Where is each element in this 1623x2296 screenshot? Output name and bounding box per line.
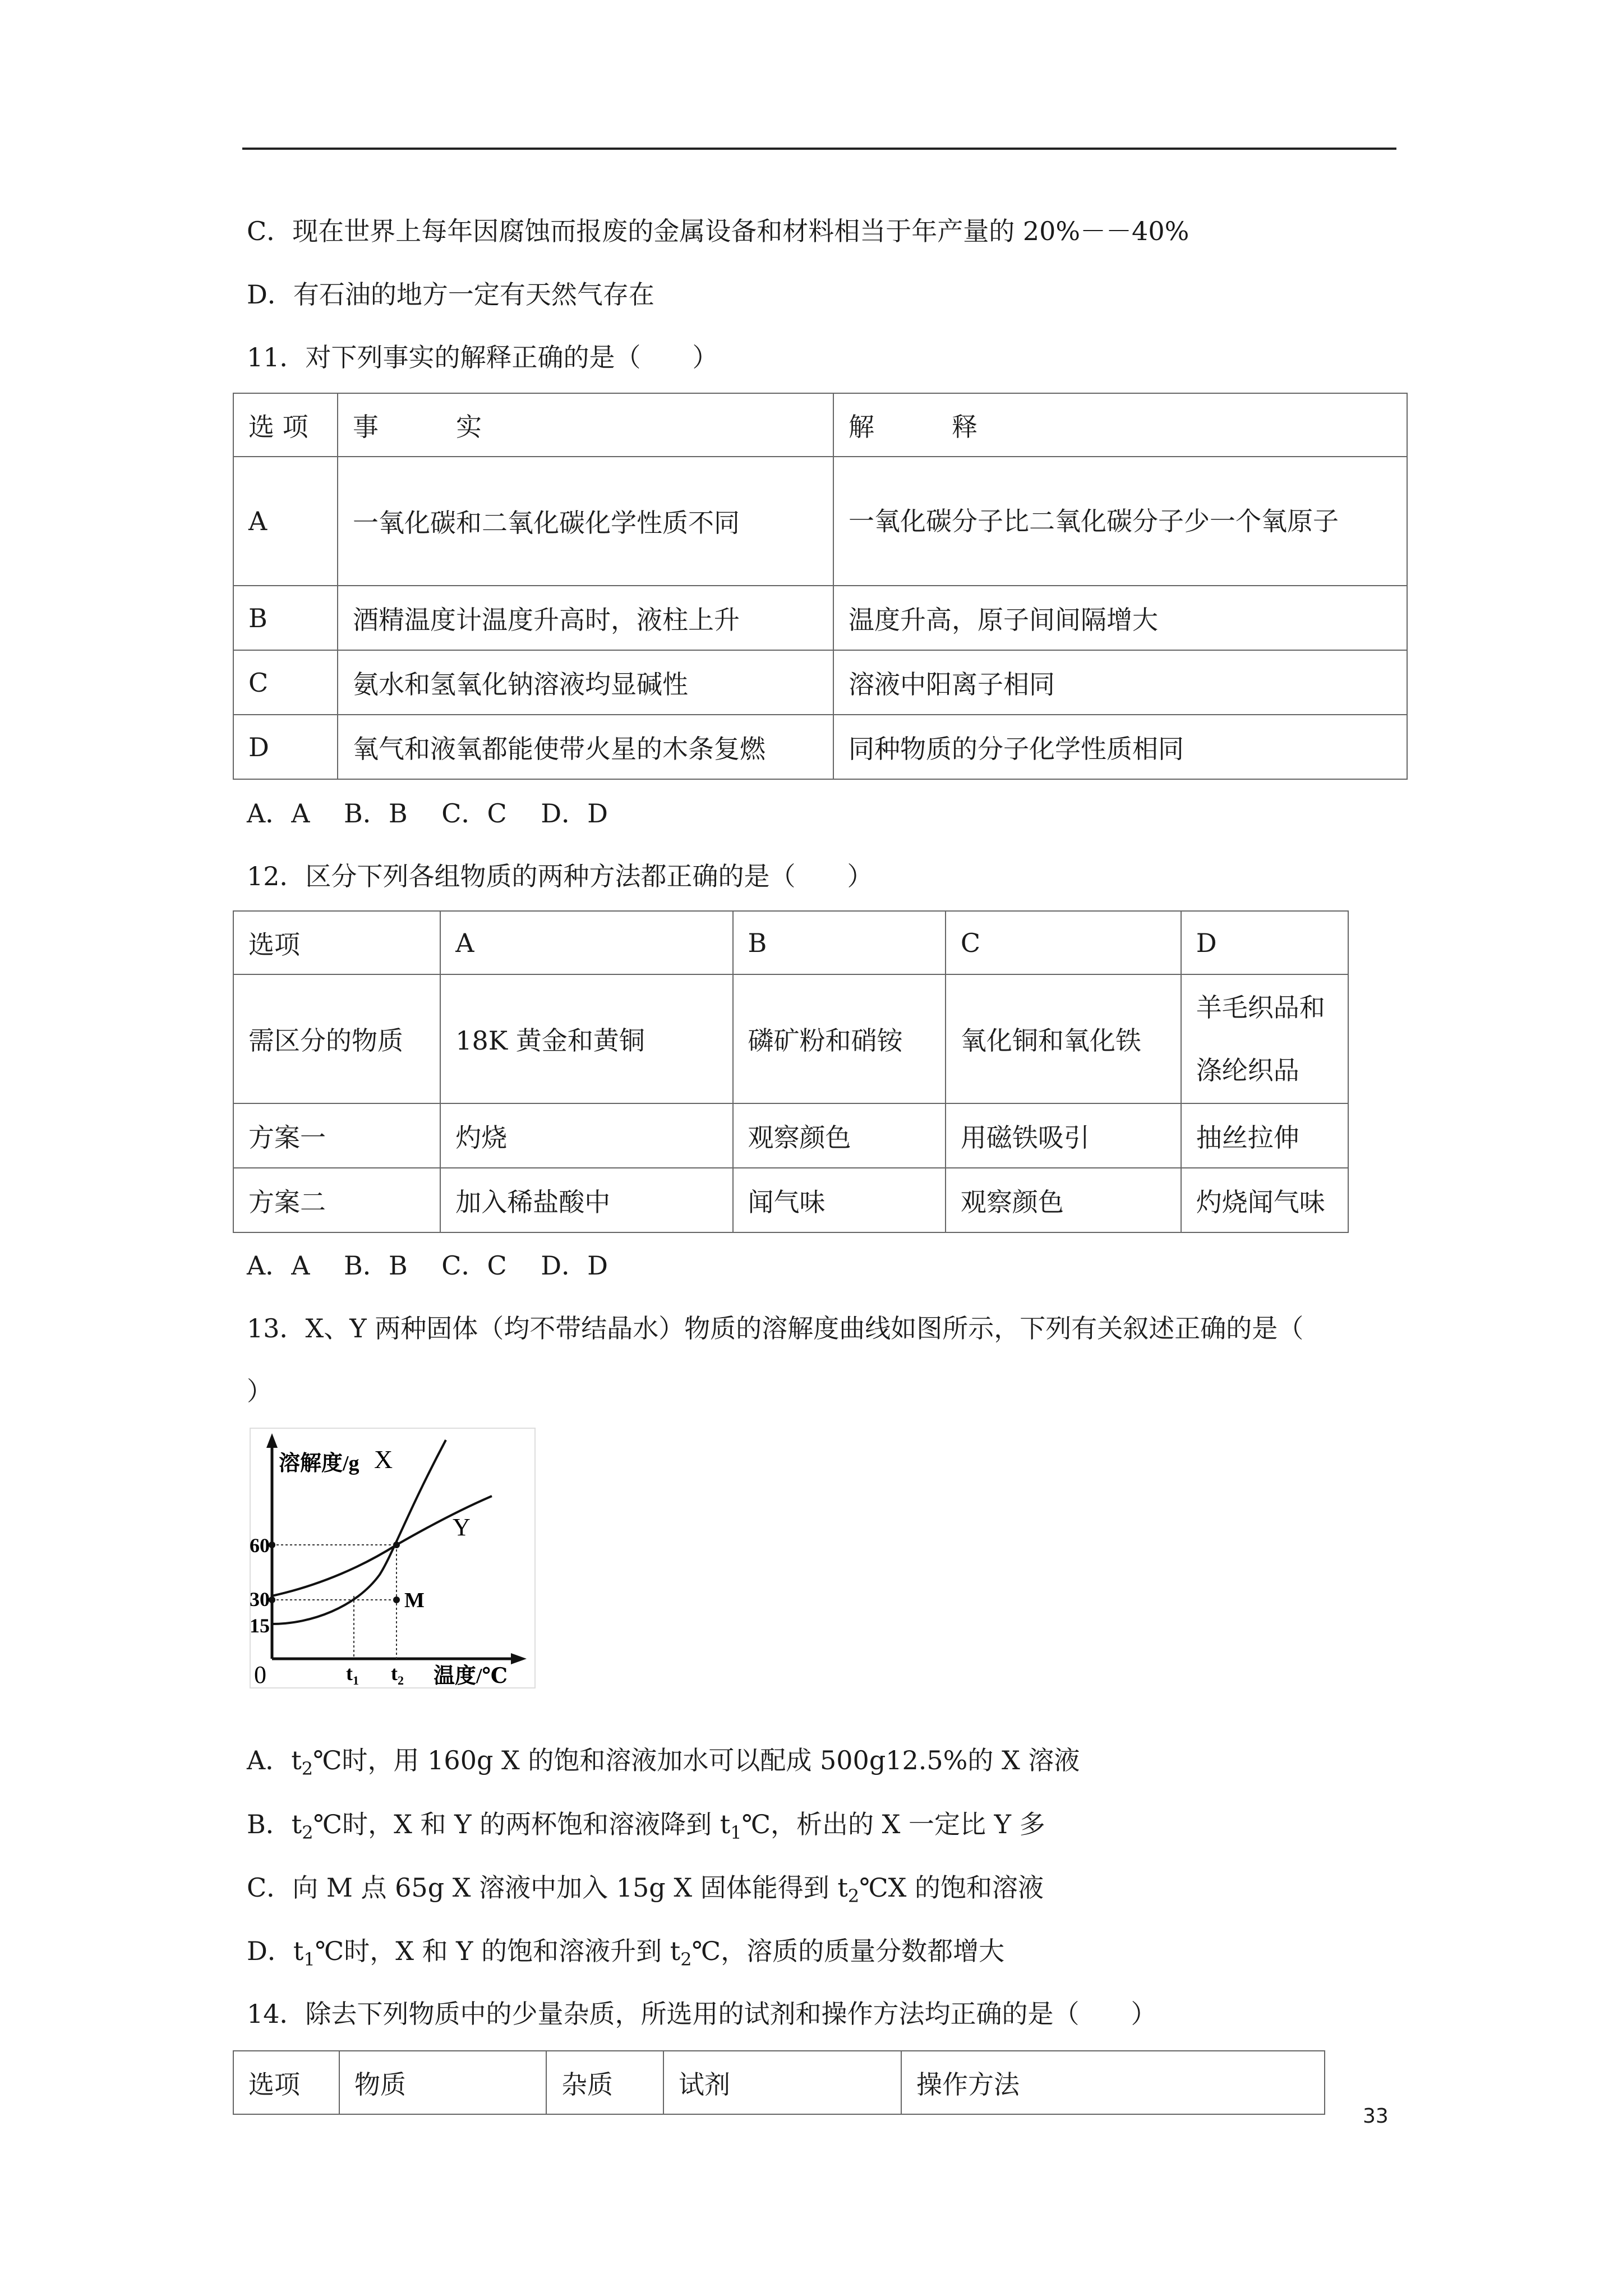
q11-header-explanation: 解 释: [833, 393, 1407, 457]
q11-stem: 11．对下列事实的解释正确的是（ ）: [247, 342, 718, 372]
curve-y: [272, 1496, 492, 1596]
option-text: ℃，溶质的质量分数都增大: [691, 1936, 1005, 1966]
q14-header-option: 选项: [233, 2051, 339, 2114]
q12-header-a: A: [440, 911, 732, 974]
q11-header-option: 选 项: [233, 393, 338, 457]
table-row: [233, 1103, 1348, 1168]
q13-option-d: [247, 1934, 1004, 1976]
q11-header-fact: 事 实: [338, 393, 833, 457]
option-text: ℃X 的饱和溶液: [859, 1872, 1044, 1903]
q12-header-d: D: [1181, 911, 1348, 974]
q12-row1-label: 需区分的物质: [233, 974, 440, 1103]
q12-row1-a: 18K 黄金和黄铜: [440, 974, 732, 1103]
q12-row2-b: 观察颜色: [733, 1103, 946, 1168]
q13-option-a: [247, 1743, 1080, 1786]
q11-table: [233, 393, 1408, 780]
option-text: ℃时，用 160g X 的饱和溶液加水可以配成 500g12.5%的 X 溶液: [313, 1745, 1080, 1775]
x-tick-t1: $t_1$: [346, 1662, 359, 1687]
point-m: [393, 1596, 400, 1603]
subscript: 2: [302, 1822, 313, 1843]
q10-option-d: D．有石油的地方一定有天然气存在: [247, 279, 654, 310]
table-row: [233, 586, 1407, 650]
page-number: 33: [1363, 2105, 1389, 2128]
q12-row2-label: 方案一: [233, 1103, 440, 1168]
y-axis-arrow: [266, 1433, 278, 1448]
option-text: ℃时，X 和 Y 的两杯饱和溶液降到 t: [313, 1809, 731, 1839]
table-row: [233, 457, 1407, 586]
curve-x-label: X: [374, 1445, 393, 1474]
subscript: 1: [730, 1822, 742, 1843]
table-row: [233, 1168, 1348, 1232]
option-text: ℃时，X 和 Y 的饱和溶液升到 t: [315, 1936, 681, 1966]
table-row: [233, 715, 1407, 779]
point-m-label: M: [404, 1589, 425, 1612]
option-text: B．t: [247, 1809, 302, 1839]
q11-row-a-fact: 一氧化碳和二氧化碳化学性质不同: [338, 457, 833, 586]
table-row: [233, 650, 1407, 715]
q11-row-c-fact: 氨水和氢氧化钠溶液均显碱性: [338, 650, 833, 715]
q11-row-b-option: B: [233, 586, 338, 650]
q12-row2-a: 灼烧: [440, 1103, 732, 1168]
option-text: C．向 M 点 65g X 溶液中加入 15g X 固体能得到 t: [247, 1872, 848, 1903]
q12-stem: 12．区分下列各组物质的两种方法都正确的是（ ）: [247, 861, 873, 891]
option-text: ℃，析出的 X 一定比 Y 多: [741, 1809, 1045, 1839]
q11-row-a-explanation: 一氧化碳分子比二氧化碳分子少一个氧原子: [833, 457, 1407, 586]
subscript: 2: [301, 1758, 313, 1779]
q12-header-b: B: [733, 911, 946, 974]
curve-y-label: Y: [453, 1513, 471, 1541]
q12-table: [233, 910, 1349, 1233]
q12-row3-c: 观察颜色: [946, 1168, 1181, 1232]
table-row: [233, 2051, 1325, 2114]
q12-row3-label: 方案二: [233, 1168, 440, 1232]
q11-answer-choices: A．A B．B C．C D．D: [247, 798, 608, 829]
table-row: [233, 974, 1348, 1103]
q11-row-d-fact: 氧气和液氧都能使带火星的木条复燃: [338, 715, 833, 779]
q11-row-d-option: D: [233, 715, 338, 779]
y-tick-60: 60: [250, 1534, 270, 1557]
x-axis-label: 温度/℃: [434, 1664, 508, 1688]
q14-table: [233, 2050, 1325, 2115]
origin-label: 0: [254, 1661, 266, 1688]
q14-stem: 14．除去下列物质中的少量杂质，所选用的试剂和操作方法均正确的是（ ）: [247, 1999, 1157, 2029]
q12-header-c: C: [946, 911, 1181, 974]
q11-row-c-explanation: 溶液中阳离子相同: [833, 650, 1407, 715]
q12-row1-b: 磷矿粉和硝铵: [733, 974, 946, 1103]
q11-row-b-explanation: 温度升高，原子间间隔增大: [833, 586, 1407, 650]
intersection-point: [393, 1542, 400, 1548]
q12-row3-b: 闻气味: [733, 1168, 946, 1232]
q11-row-a-option: A: [233, 457, 338, 586]
q12-row2-d: 抽丝拉伸: [1181, 1103, 1348, 1168]
y-axis-label: 溶解度/g: [279, 1452, 359, 1475]
x-tick-t2: $t_2$: [391, 1662, 404, 1687]
x-axis-arrow: [511, 1653, 527, 1664]
q13-stem-line2: ）: [247, 1376, 273, 1406]
q14-header-substance: 物质: [339, 2051, 546, 2114]
option-text: D．t: [247, 1936, 304, 1966]
q10-option-c: C．现在世界上每年因腐蚀而报废的金属设备和材料相当于年产量的 20%－－40%: [247, 216, 1189, 246]
table-row: [233, 393, 1407, 457]
q11-row-b-fact: 酒精温度计温度升高时，液柱上升: [338, 586, 833, 650]
y-tick-30: 30: [250, 1588, 270, 1611]
q12-header-option: 选项: [233, 911, 440, 974]
q13-stem-line1: 13．X、Y 两种固体（均不带结晶水）物质的溶解度曲线如图所示，下列有关叙述正确的是（: [247, 1313, 1304, 1343]
q13-option-b: [247, 1807, 1045, 1849]
q12-answer-choices: A．A B．B C．C D．D: [247, 1250, 608, 1281]
q14-header-impurity: 杂质: [546, 2051, 663, 2114]
table-row: [233, 911, 1348, 974]
option-text: A．t: [247, 1745, 302, 1775]
q11-row-d-explanation: 同种物质的分子化学性质相同: [833, 715, 1407, 779]
y-tick-15: 15: [250, 1614, 270, 1637]
q11-row-c-option: C: [233, 650, 338, 715]
q12-row1-c: 氧化铜和氧化铁: [946, 974, 1181, 1103]
q12-row1-d: 羊毛织品和涤纶织品: [1181, 974, 1348, 1103]
subscript: 2: [680, 1949, 692, 1970]
subscript: 1: [303, 1949, 315, 1970]
q13-option-c: [247, 1871, 1044, 1913]
solubility-graph: [250, 1428, 536, 1688]
q14-header-reagent: 试剂: [663, 2051, 901, 2114]
subscript: 2: [847, 1885, 860, 1907]
q12-row3-a: 加入稀盐酸中: [440, 1168, 732, 1232]
q12-row3-d: 灼烧闻气味: [1181, 1168, 1348, 1232]
q12-row2-c: 用磁铁吸引: [946, 1103, 1181, 1168]
header-rule: [242, 148, 1396, 150]
q14-header-method: 操作方法: [901, 2051, 1325, 2114]
